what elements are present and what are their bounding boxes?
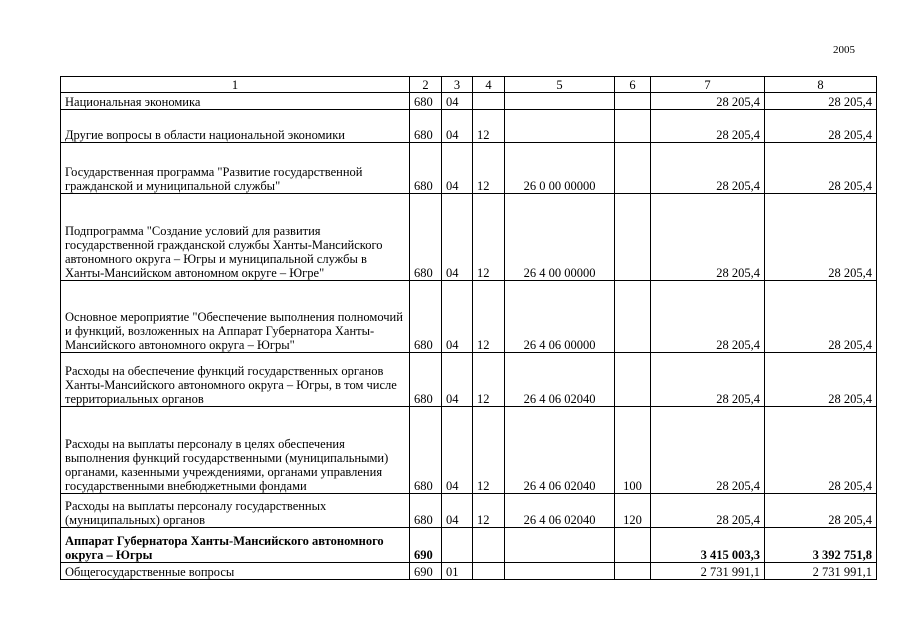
cell-col8: 28 205,4 xyxy=(765,353,877,407)
cell-col8: 28 205,4 xyxy=(765,143,877,194)
cell-col2: 680 xyxy=(410,494,442,528)
cell-col7: 28 205,4 xyxy=(651,353,765,407)
column-header: 7 xyxy=(651,77,765,93)
table-header-row xyxy=(61,77,877,93)
cell-col7: 28 205,4 xyxy=(651,281,765,353)
cell-col4: 12 xyxy=(473,494,505,528)
cell-col6 xyxy=(615,281,651,353)
cell-col3: 04 xyxy=(442,110,473,143)
cell-col7: 3 415 003,3 xyxy=(651,528,765,563)
cell-col6 xyxy=(615,353,651,407)
cell-col4: 12 xyxy=(473,143,505,194)
table-row xyxy=(61,194,877,281)
cell-col5: 26 4 06 02040 xyxy=(505,407,615,494)
column-header: 2 xyxy=(410,77,442,93)
cell-col3: 04 xyxy=(442,494,473,528)
row-name: Другие вопросы в области национальной экономики xyxy=(61,110,410,143)
column-header: 6 xyxy=(615,77,651,93)
row-name: Расходы на обеспечение функций государственных органов Ханты-Мансийского автономного округа – Югры, в том числе территориальных органов xyxy=(61,353,410,407)
cell-col8: 28 205,4 xyxy=(765,110,877,143)
cell-col2: 680 xyxy=(410,93,442,110)
cell-col2: 680 xyxy=(410,353,442,407)
cell-col8: 3 392 751,8 xyxy=(765,528,877,563)
cell-col7: 28 205,4 xyxy=(651,93,765,110)
cell-col5: 26 4 06 02040 xyxy=(505,353,615,407)
cell-col6: 120 xyxy=(615,494,651,528)
cell-col5: 26 4 06 00000 xyxy=(505,281,615,353)
cell-col5: 26 0 00 00000 xyxy=(505,143,615,194)
column-header: 4 xyxy=(473,77,505,93)
cell-col4: 12 xyxy=(473,407,505,494)
cell-col7: 28 205,4 xyxy=(651,494,765,528)
cell-col4: 12 xyxy=(473,353,505,407)
table-row xyxy=(61,93,877,110)
row-name: Общегосударственные вопросы xyxy=(61,563,410,580)
page-number: 2005 xyxy=(833,44,855,56)
cell-col7: 28 205,4 xyxy=(651,407,765,494)
cell-col5: 26 4 06 02040 xyxy=(505,494,615,528)
cell-col8: 2 731 991,1 xyxy=(765,563,877,580)
table-row xyxy=(61,281,877,353)
column-header: 3 xyxy=(442,77,473,93)
cell-col6 xyxy=(615,563,651,580)
cell-col6 xyxy=(615,93,651,110)
cell-col3: 04 xyxy=(442,407,473,494)
cell-col6 xyxy=(615,194,651,281)
row-name: Национальная экономика xyxy=(61,93,410,110)
row-name: Аппарат Губернатора Ханты-Мансийского автономного округа – Югры xyxy=(61,528,410,563)
cell-col8: 28 205,4 xyxy=(765,407,877,494)
cell-col4: 12 xyxy=(473,281,505,353)
budget-table xyxy=(60,76,877,580)
cell-col4 xyxy=(473,528,505,563)
cell-col2: 690 xyxy=(410,528,442,563)
column-header: 5 xyxy=(505,77,615,93)
cell-col4: 12 xyxy=(473,110,505,143)
row-name: Государственная программа "Развитие государственной гражданской и муниципальной службы" xyxy=(61,143,410,194)
row-name: Расходы на выплаты персоналу в целях обеспечения выполнения функций государственными (муниципальными) органами, казенными учреждениями, органами управления государственными внебюджетными фондами xyxy=(61,407,410,494)
cell-col2: 680 xyxy=(410,281,442,353)
row-name: Подпрограмма "Создание условий для развития государственной гражданской службы Ханты-Мансийского автономного округа – Югры и муниципальной службы в Ханты-Мансийском автономном округе – Югре" xyxy=(61,194,410,281)
cell-col8: 28 205,4 xyxy=(765,93,877,110)
cell-col6 xyxy=(615,143,651,194)
cell-col3 xyxy=(442,528,473,563)
cell-col8: 28 205,4 xyxy=(765,194,877,281)
table-row xyxy=(61,563,877,580)
cell-col2: 680 xyxy=(410,194,442,281)
cell-col5: 26 4 00 00000 xyxy=(505,194,615,281)
cell-col4 xyxy=(473,563,505,580)
column-header: 8 xyxy=(765,77,877,93)
cell-col4: 12 xyxy=(473,194,505,281)
cell-col3: 04 xyxy=(442,281,473,353)
cell-col4 xyxy=(473,93,505,110)
table-row xyxy=(61,494,877,528)
cell-col3: 04 xyxy=(442,194,473,281)
cell-col7: 28 205,4 xyxy=(651,110,765,143)
cell-col8: 28 205,4 xyxy=(765,281,877,353)
cell-col3: 04 xyxy=(442,143,473,194)
cell-col3: 04 xyxy=(442,353,473,407)
cell-col6 xyxy=(615,110,651,143)
row-name: Основное мероприятие "Обеспечение выполнения полномочий и функций, возложенных на Аппарат Губернатора Ханты-Мансийского автономного округа – Югры" xyxy=(61,281,410,353)
table-row xyxy=(61,407,877,494)
cell-col7: 28 205,4 xyxy=(651,194,765,281)
cell-col6: 100 xyxy=(615,407,651,494)
cell-col5 xyxy=(505,563,615,580)
cell-col7: 2 731 991,1 xyxy=(651,563,765,580)
cell-col2: 680 xyxy=(410,407,442,494)
table-row xyxy=(61,143,877,194)
cell-col5 xyxy=(505,528,615,563)
cell-col5 xyxy=(505,93,615,110)
cell-col5 xyxy=(505,110,615,143)
cell-col3: 01 xyxy=(442,563,473,580)
row-name: Расходы на выплаты персоналу государственных (муниципальных) органов xyxy=(61,494,410,528)
cell-col7: 28 205,4 xyxy=(651,143,765,194)
cell-col2: 690 xyxy=(410,563,442,580)
column-header: 1 xyxy=(61,77,410,93)
cell-col8: 28 205,4 xyxy=(765,494,877,528)
table-row xyxy=(61,528,877,563)
cell-col2: 680 xyxy=(410,110,442,143)
cell-col2: 680 xyxy=(410,143,442,194)
cell-col3: 04 xyxy=(442,93,473,110)
cell-col6 xyxy=(615,528,651,563)
table-row xyxy=(61,110,877,143)
table-row xyxy=(61,353,877,407)
